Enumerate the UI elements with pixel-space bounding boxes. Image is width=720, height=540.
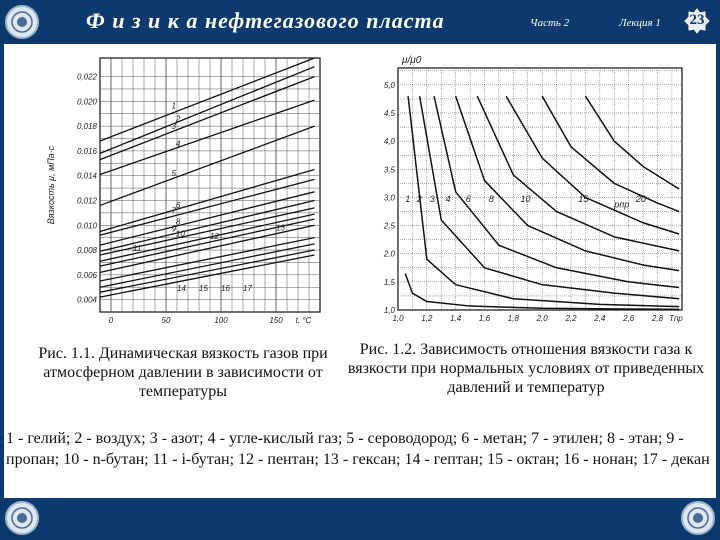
series-label-16: 16 [221, 283, 230, 293]
series-label-4: 4 [175, 139, 181, 149]
series-label-11: 11 [133, 243, 142, 253]
y-tick-label: 0,018 [76, 122, 97, 132]
series-label-20: 20 [635, 193, 646, 204]
university-emblem-icon [5, 501, 39, 535]
gas-legend: 1 - гелий; 2 - воздух; 3 - азот; 4 - угле-кислый газ; 5 - сероводород; 6 - метан; 7 - этилен; 8 - этан; 9 - пропан; 10 - n-бутан; 11 - i-бутан; 12 - пентан; 13 - гексан; 14 - гептан; 15 - октан; 16 - нонан; 17 - декан [6, 430, 710, 468]
x-tick-label: 1,8 [507, 314, 519, 323]
x-tick-label: 2,6 [623, 314, 635, 323]
figure-1-text: . Динамическая вязкость газов при атмосферном давлении в зависимости от температуры [43, 345, 328, 400]
x-tick-label: 2,2 [565, 314, 577, 323]
header-part: Часть 2 [530, 17, 570, 29]
plot-area [398, 68, 682, 310]
y-axis-label: μ/μ0 [402, 55, 422, 66]
series-label-6: 6 [175, 200, 181, 210]
y-tick-label: 0,010 [76, 221, 97, 231]
series-label-9: 9 [171, 224, 176, 234]
series-label-13: 13 [276, 223, 285, 233]
x-axis-label: t, °C [295, 316, 312, 325]
y-tick-label: 4,0 [383, 137, 395, 147]
parameter-label: pпр [614, 199, 630, 210]
y-tick-label: 0,004 [76, 295, 97, 305]
y-tick-label: 0,008 [76, 246, 97, 256]
series-label-6: 6 [465, 193, 471, 204]
y-tick-label: 0,020 [76, 97, 97, 107]
page-number: 23 [689, 12, 705, 28]
figure-2-number: Рис. 1.2. [359, 341, 417, 358]
y-tick-label: 0,006 [76, 270, 97, 280]
x-tick-label: 100 [214, 316, 228, 325]
x-tick-label: 1,2 [421, 314, 433, 323]
x-axis-label: Tпр [669, 314, 683, 323]
series-label-1: 1 [171, 101, 176, 111]
y-tick-label: 1,5 [383, 277, 395, 287]
series-label-14: 14 [177, 283, 186, 293]
header-title: Ф и з и к а нефтегазового пласта [86, 8, 445, 33]
y-tick-label: 1,0 [383, 306, 395, 315]
page-badge-icon [684, 8, 710, 34]
figure-2-caption [338, 340, 714, 397]
series-label-5: 5 [171, 169, 176, 179]
left-border [0, 44, 4, 498]
x-tick-label: 2,4 [594, 314, 606, 323]
y-tick-label: 4,5 [383, 109, 395, 119]
series-label-17: 17 [243, 283, 252, 293]
y-tick-label: 3,5 [383, 165, 395, 175]
series-label-8: 8 [488, 193, 494, 204]
y-tick-label: 2,5 [383, 221, 395, 231]
x-tick-label: 0 [108, 316, 114, 325]
viscosity-temperature-chart [42, 52, 326, 332]
figure-1-caption [16, 344, 350, 401]
university-emblem-icon [681, 501, 715, 535]
right-border [716, 44, 720, 498]
series-label-1: 1 [405, 193, 411, 204]
y-tick-label: 3,0 [383, 193, 395, 203]
series-label-3: 3 [171, 121, 176, 131]
series-label-3: 3 [429, 193, 435, 204]
x-tick-label: 2,8 [651, 314, 664, 323]
y-axis-label: Вязкость μ, мПа·с [46, 145, 56, 225]
series-label-2: 2 [416, 193, 422, 204]
figure-1-number: Рис. 1.1 [38, 345, 91, 362]
y-tick-label: 2,0 [383, 249, 395, 259]
series-label-10: 10 [520, 193, 531, 204]
x-tick-label: 2,0 [536, 314, 548, 323]
footer-bar [0, 498, 720, 540]
header-lecture: Лекция 1 [619, 17, 661, 29]
series-label-10: 10 [175, 229, 185, 239]
viscosity-ratio-chart [372, 50, 694, 335]
university-emblem-icon [5, 5, 39, 39]
y-tick-label: 0,022 [76, 72, 97, 82]
series-label-15: 15 [578, 193, 589, 204]
x-tick-label: 50 [161, 316, 171, 325]
y-tick-label: 0,016 [76, 146, 97, 156]
series-label-12: 12 [210, 232, 219, 242]
series-label-4: 4 [445, 193, 451, 204]
series-label-7: 7 [171, 206, 176, 216]
series-label-2: 2 [175, 114, 181, 124]
figure-2-text: Зависимость отношения вязкости газа к вязкости при нормальных условиях от приведенных давлений и температур [347, 341, 705, 396]
series-label-8: 8 [175, 217, 181, 227]
y-tick-label: 0,014 [76, 171, 97, 181]
series-label-15: 15 [199, 283, 208, 293]
x-tick-label: 1,6 [478, 314, 491, 323]
x-tick-label: 1,4 [450, 314, 462, 323]
x-tick-label: 150 [269, 316, 283, 325]
y-tick-label: 0,012 [76, 196, 97, 206]
y-tick-label: 5,0 [383, 80, 395, 90]
x-tick-label: 1,0 [392, 314, 404, 323]
